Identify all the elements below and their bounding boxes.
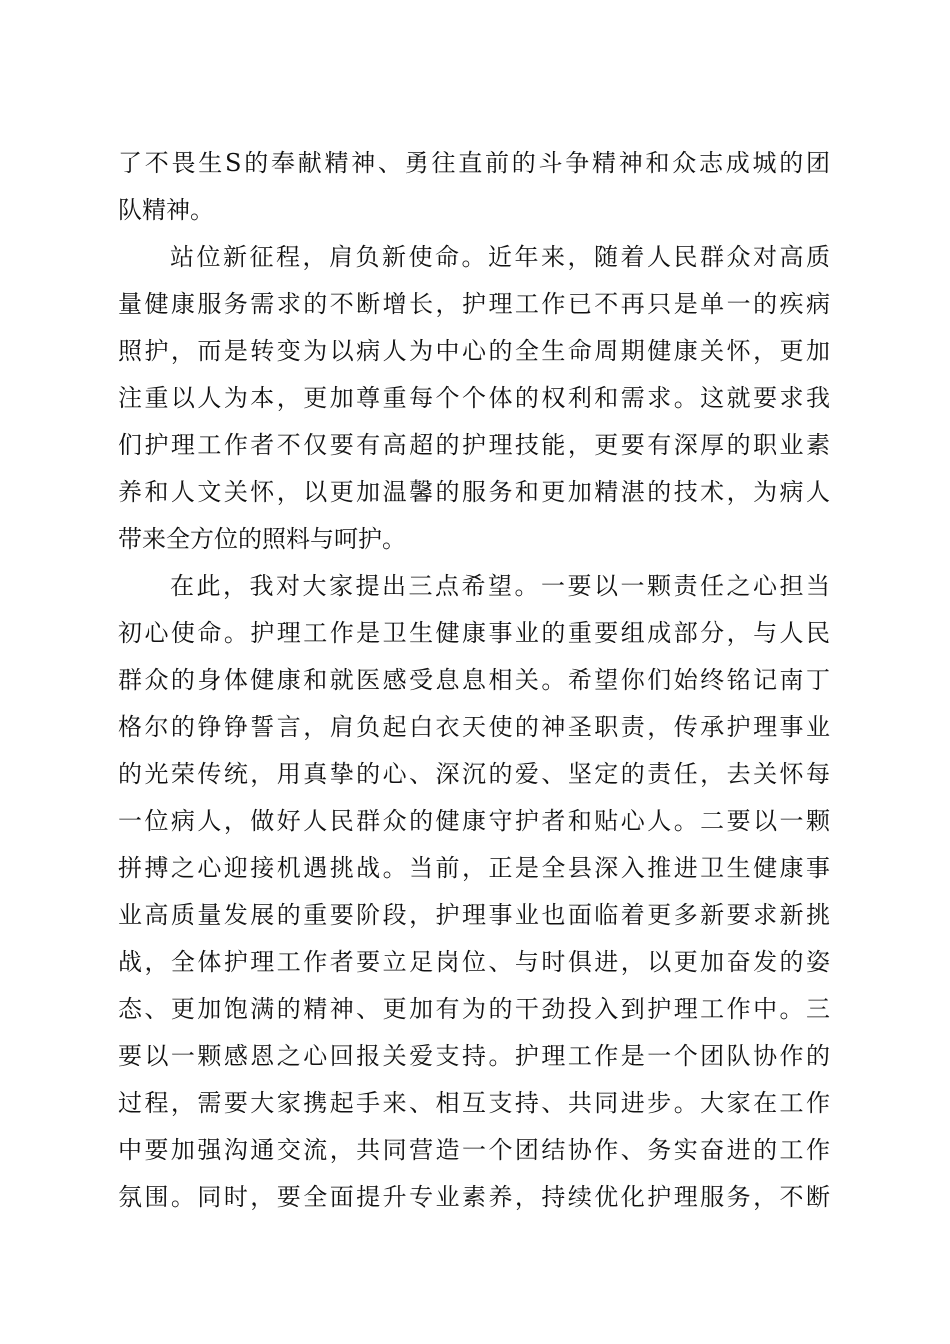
text-line: 氛围。同时，要全面提升专业素养，持续优化护理服务，不断 [118, 1183, 830, 1211]
text-line: 战，全体护理工作者要立足岗位、与时俱进，以更加奋发的姿 [118, 948, 830, 976]
text-line: 们护理工作者不仅要有高超的护理技能，更要有深厚的职业素 [118, 431, 830, 459]
text-line: 了不畏生S的奉献精神、勇往直前的斗争精神和众志成城的团 [118, 149, 830, 177]
text-line: 业高质量发展的重要阶段，护理事业也面临着更多新要求新挑 [118, 901, 830, 929]
text-line: 一位病人，做好人民群众的健康守护者和贴心人。二要以一颗 [118, 807, 830, 835]
text-line: 的光荣传统，用真挚的心、深沉的爱、坚定的责任，去关怀每 [118, 760, 830, 788]
text-line: 注重以人为本，更加尊重每个个体的权利和需求。这就要求我 [118, 384, 830, 412]
text-line: 中要加强沟通交流，共同营造一个团结协作、务实奋进的工作 [118, 1136, 830, 1164]
paragraph-2 [118, 234, 830, 563]
document-body [118, 140, 830, 1221]
paragraph-1 [118, 140, 830, 234]
text-line: 带来全方位的照料与呵护。 [118, 525, 406, 553]
text-line: 在此，我对大家提出三点希望。一要以一颗责任之心担当 [170, 572, 830, 600]
text-line: 格尔的铮铮誓言，肩负起白衣天使的神圣职责，传承护理事业 [118, 713, 830, 741]
text-line: 养和人文关怀，以更加温馨的服务和更加精湛的技术，为病人 [118, 478, 830, 506]
text-line: 队精神。 [118, 196, 214, 224]
text-line: 初心使命。护理工作是卫生健康事业的重要组成部分，与人民 [118, 619, 830, 647]
text-line: 照护，而是转变为以病人为中心的全生命周期健康关怀，更加 [118, 337, 830, 365]
text-line: 态、更加饱满的精神、更加有为的干劲投入到护理工作中。三 [118, 995, 830, 1023]
text-line: 站位新征程，肩负新使命。近年来，随着人民群众对高质 [170, 243, 830, 271]
text-line: 量健康服务需求的不断增长，护理工作已不再只是单一的疾病 [118, 290, 830, 318]
text-line: 过程，需要大家携起手来、相互支持、共同进步。大家在工作 [118, 1089, 830, 1117]
text-line: 要以一颗感恩之心回报关爱支持。护理工作是一个团队协作的 [118, 1042, 830, 1070]
text-line: 群众的身体健康和就医感受息息相关。希望你们始终铭记南丁 [118, 666, 830, 694]
paragraph-3 [118, 563, 830, 1221]
text-line: 拼搏之心迎接机遇挑战。当前，正是全县深入推进卫生健康事 [118, 854, 830, 882]
